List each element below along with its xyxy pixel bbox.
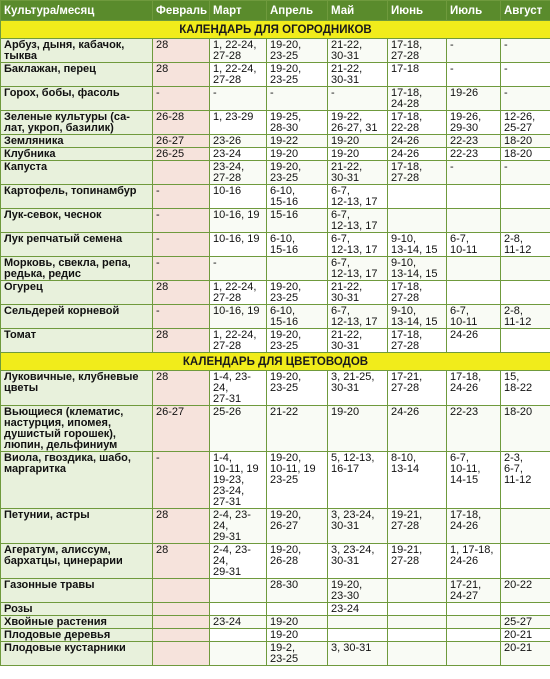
date-cell-jul [447, 209, 501, 233]
date-cell-mar: 23-24, 27-28 [210, 161, 267, 185]
crop-name-cell: Агератум, алиссум, бархатцы, цинерарии [1, 544, 153, 579]
table-row [1, 135, 550, 148]
date-cell-aug: 20-22 [501, 579, 550, 603]
date-cell-feb: - [153, 452, 210, 509]
date-cell-aug: 2-3, 6-7, 11-12 [501, 452, 550, 509]
date-cell-mar: 1, 22-24, 27-28 [210, 329, 267, 353]
crop-name-cell: Томат [1, 329, 153, 353]
date-cell-apr: 19-20 [267, 629, 328, 642]
date-cell-jul: 6-7, 10-11, 14-15 [447, 452, 501, 509]
date-cell-jul: - [447, 161, 501, 185]
date-cell-apr: 19-20, 23-25 [267, 161, 328, 185]
date-cell-jul [447, 642, 501, 666]
crop-name-cell: Морковь, свекла, репа, редька, редис [1, 257, 153, 281]
date-cell-jul: 6-7, 10-11 [447, 233, 501, 257]
date-cell-feb: 28 [153, 329, 210, 353]
date-cell-mar: 1, 22-24, 27-28 [210, 281, 267, 305]
date-cell-aug: - [501, 63, 550, 87]
date-cell-feb: - [153, 185, 210, 209]
date-cell-jul: 22-23 [447, 135, 501, 148]
date-cell-mar: 1, 23-29 [210, 111, 267, 135]
date-cell-aug: 2-8, 11-12 [501, 233, 550, 257]
date-cell-aug [501, 209, 550, 233]
date-cell-jun: 9-10, 13-14, 15 [388, 257, 447, 281]
date-cell-may: 6-7, 12-13, 17 [328, 185, 388, 209]
table-row [1, 329, 550, 353]
date-cell-jun [388, 579, 447, 603]
date-cell-apr: 19-25, 28-30 [267, 111, 328, 135]
date-cell-mar: - [210, 257, 267, 281]
date-cell-jun: 9-10, 13-14, 15 [388, 233, 447, 257]
date-cell-jun: 24-26 [388, 406, 447, 452]
table-row [1, 509, 550, 544]
crop-name-cell: Зеленые культуры (са- лат, укроп, базилик) [1, 111, 153, 135]
crop-name-cell: Арбуз, дыня, кабачок, тыква [1, 39, 153, 63]
date-cell-may: 21-22, 30-31 [328, 39, 388, 63]
date-cell-jul: 17-18, 24-26 [447, 371, 501, 406]
date-cell-feb: 28 [153, 509, 210, 544]
date-cell-may: - [328, 87, 388, 111]
date-cell-feb: 28 [153, 63, 210, 87]
date-cell-mar: 1-4, 10-11, 19 19-23, 23-24, 27-31 [210, 452, 267, 509]
table-row [1, 257, 550, 281]
date-cell-jul [447, 257, 501, 281]
date-cell-apr: 6-10, 15-16 [267, 305, 328, 329]
date-cell-may [328, 629, 388, 642]
date-cell-may: 21-22, 30-31 [328, 281, 388, 305]
date-cell-apr: 19-20, 23-25 [267, 329, 328, 353]
date-cell-jul: 1, 17-18, 24-26 [447, 544, 501, 579]
crop-name-cell: Сельдерей корневой [1, 305, 153, 329]
header-month-may: Май [328, 1, 388, 21]
date-cell-feb: 26-25 [153, 148, 210, 161]
calendar-body [1, 21, 550, 666]
date-cell-apr: 19-20, 23-25 [267, 39, 328, 63]
date-cell-feb: 26-27 [153, 406, 210, 452]
header-month-mar: Март [210, 1, 267, 21]
date-cell-aug: - [501, 39, 550, 63]
date-cell-jun: 24-26 [388, 148, 447, 161]
date-cell-mar [210, 629, 267, 642]
date-cell-may: 3, 23-24, 30-31 [328, 544, 388, 579]
date-cell-mar: 2-4, 23-24, 29-31 [210, 544, 267, 579]
date-cell-may: 6-7, 12-13, 17 [328, 233, 388, 257]
date-cell-jul: 19-26 [447, 87, 501, 111]
table-row [1, 161, 550, 185]
date-cell-may: 19-20, 23-30 [328, 579, 388, 603]
date-cell-apr: 28-30 [267, 579, 328, 603]
date-cell-may: 3, 21-25, 30-31 [328, 371, 388, 406]
date-cell-jun [388, 642, 447, 666]
date-cell-apr [267, 603, 328, 616]
table-row [1, 629, 550, 642]
date-cell-jun [388, 603, 447, 616]
date-cell-apr: - [267, 87, 328, 111]
header-month-jul: Июль [447, 1, 501, 21]
date-cell-jul: 6-7, 10-11 [447, 305, 501, 329]
header-month-aug: Август [501, 1, 550, 21]
date-cell-mar: 25-26 [210, 406, 267, 452]
date-cell-aug: 15, 18-22 [501, 371, 550, 406]
date-cell-apr: 19-20, 23-25 [267, 63, 328, 87]
date-cell-apr: 19-20, 26-27 [267, 509, 328, 544]
date-cell-mar: 10-16, 19 [210, 305, 267, 329]
crop-name-cell: Земляника [1, 135, 153, 148]
date-cell-apr: 19-20 [267, 148, 328, 161]
date-cell-feb: - [153, 209, 210, 233]
crop-name-cell: Клубника [1, 148, 153, 161]
date-cell-jun: 19-21, 27-28 [388, 544, 447, 579]
date-cell-jun [388, 616, 447, 629]
section-title: КАЛЕНДАРЬ ДЛЯ ЦВЕТОВОДОВ [1, 353, 550, 371]
crop-name-cell: Вьющиеся (клематис, настурция, ипомея, душистый горошек), люпин, дельфиниум [1, 406, 153, 452]
date-cell-apr: 19-20, 23-25 [267, 371, 328, 406]
date-cell-apr: 6-10, 15-16 [267, 233, 328, 257]
date-cell-may: 23-24 [328, 603, 388, 616]
date-cell-jul: 22-23 [447, 148, 501, 161]
date-cell-mar: 2-4, 23-24, 29-31 [210, 509, 267, 544]
date-cell-may: 6-7, 12-13, 17 [328, 209, 388, 233]
date-cell-feb: 28 [153, 281, 210, 305]
date-cell-aug: - [501, 161, 550, 185]
date-cell-apr: 15-16 [267, 209, 328, 233]
table-row [1, 642, 550, 666]
crop-name-cell: Баклажан, перец [1, 63, 153, 87]
date-cell-jul: - [447, 63, 501, 87]
date-cell-jul [447, 185, 501, 209]
date-cell-may: 21-22, 30-31 [328, 161, 388, 185]
date-cell-apr: 21-22 [267, 406, 328, 452]
date-cell-apr: 6-10, 15-16 [267, 185, 328, 209]
date-cell-aug [501, 603, 550, 616]
crop-name-cell: Виола, гвоздика, шабо, маргаритка [1, 452, 153, 509]
section-title-row [1, 21, 550, 39]
crop-name-cell: Лук репчатый семена [1, 233, 153, 257]
date-cell-aug: 20-21 [501, 629, 550, 642]
crop-name-cell: Лук-севок, чеснок [1, 209, 153, 233]
date-cell-aug [501, 257, 550, 281]
date-cell-may: 3, 23-24, 30-31 [328, 509, 388, 544]
date-cell-aug: 18-20 [501, 135, 550, 148]
date-cell-may: 6-7, 12-13, 17 [328, 305, 388, 329]
date-cell-may [328, 616, 388, 629]
date-cell-jul: 19-26, 29-30 [447, 111, 501, 135]
table-row [1, 616, 550, 629]
table-row [1, 603, 550, 616]
date-cell-mar: 23-26 [210, 135, 267, 148]
date-cell-jun: 17-18, 27-28 [388, 329, 447, 353]
date-cell-feb: 26-28 [153, 111, 210, 135]
date-cell-jul [447, 603, 501, 616]
date-cell-aug [501, 185, 550, 209]
date-cell-may: 21-22, 30-31 [328, 63, 388, 87]
date-cell-mar [210, 579, 267, 603]
date-cell-mar: 23-24 [210, 616, 267, 629]
date-cell-mar: 1, 22-24, 27-28 [210, 63, 267, 87]
date-cell-jul [447, 629, 501, 642]
date-cell-feb [153, 603, 210, 616]
date-cell-jun: 17-18 [388, 63, 447, 87]
date-cell-aug [501, 509, 550, 544]
crop-name-cell: Розы [1, 603, 153, 616]
date-cell-aug [501, 329, 550, 353]
table-row [1, 233, 550, 257]
date-cell-may: 19-22, 26-27, 31 [328, 111, 388, 135]
date-cell-apr: 19-20, 10-11, 19 23-25 [267, 452, 328, 509]
date-cell-feb: - [153, 233, 210, 257]
date-cell-feb: 28 [153, 39, 210, 63]
date-cell-feb: - [153, 257, 210, 281]
date-cell-jun: 24-26 [388, 135, 447, 148]
table-row [1, 87, 550, 111]
header-month-apr: Апрель [267, 1, 328, 21]
table-row [1, 39, 550, 63]
date-cell-feb: 28 [153, 371, 210, 406]
date-cell-jul: 22-23 [447, 406, 501, 452]
date-cell-feb: 26-27 [153, 135, 210, 148]
table-row [1, 305, 550, 329]
date-cell-apr: 19-20, 26-28 [267, 544, 328, 579]
date-cell-jun [388, 629, 447, 642]
date-cell-jun: 17-18, 27-28 [388, 161, 447, 185]
header-month-feb: Февраль [153, 1, 210, 21]
date-cell-jun: 8-10, 13-14 [388, 452, 447, 509]
crop-name-cell: Петунии, астры [1, 509, 153, 544]
date-cell-feb: - [153, 305, 210, 329]
date-cell-may: 19-20 [328, 135, 388, 148]
date-cell-jun: 17-18, 22-28 [388, 111, 447, 135]
date-cell-jul: 17-21, 24-27 [447, 579, 501, 603]
date-cell-jun: 19-21, 27-28 [388, 509, 447, 544]
date-cell-apr: 19-2, 23-25 [267, 642, 328, 666]
date-cell-jun [388, 209, 447, 233]
date-cell-apr: 19-20, 23-25 [267, 281, 328, 305]
date-cell-jun: 17-18, 27-28 [388, 39, 447, 63]
date-cell-jun: 9-10, 13-14, 15 [388, 305, 447, 329]
crop-name-cell: Газонные травы [1, 579, 153, 603]
date-cell-may: 19-20 [328, 406, 388, 452]
date-cell-may: 19-20 [328, 148, 388, 161]
date-cell-may: 21-22, 30-31 [328, 329, 388, 353]
crop-name-cell: Картофель, топинамбур [1, 185, 153, 209]
date-cell-jun: 17-18, 24-28 [388, 87, 447, 111]
table-row [1, 406, 550, 452]
table-row [1, 148, 550, 161]
date-cell-jun [388, 185, 447, 209]
date-cell-apr: 19-22 [267, 135, 328, 148]
section-title: КАЛЕНДАРЬ ДЛЯ ОГОРОДНИКОВ [1, 21, 550, 39]
table-row [1, 579, 550, 603]
date-cell-aug: 18-20 [501, 148, 550, 161]
date-cell-mar: - [210, 87, 267, 111]
crop-name-cell: Хвойные растения [1, 616, 153, 629]
date-cell-may: 6-7, 12-13, 17 [328, 257, 388, 281]
date-cell-feb [153, 629, 210, 642]
date-cell-jul [447, 616, 501, 629]
date-cell-feb: 28 [153, 544, 210, 579]
date-cell-feb: - [153, 87, 210, 111]
table-row [1, 111, 550, 135]
date-cell-jul: - [447, 39, 501, 63]
table-row [1, 452, 550, 509]
crop-name-cell: Плодовые кустарники [1, 642, 153, 666]
date-cell-jun: 17-18, 27-28 [388, 281, 447, 305]
crop-name-cell: Луковичные, клубневые цветы [1, 371, 153, 406]
date-cell-mar [210, 642, 267, 666]
header-month-jun: Июнь [388, 1, 447, 21]
date-cell-mar: 1, 22-24, 27-28 [210, 39, 267, 63]
table-row [1, 185, 550, 209]
table-row [1, 209, 550, 233]
date-cell-may: 5, 12-13, 16-17 [328, 452, 388, 509]
date-cell-jun: 17-21, 27-28 [388, 371, 447, 406]
date-cell-aug: 12-26, 25-27 [501, 111, 550, 135]
date-cell-mar: 10-16, 19 [210, 233, 267, 257]
section-title-row [1, 353, 550, 371]
date-cell-feb [153, 642, 210, 666]
date-cell-aug: 20-21 [501, 642, 550, 666]
header-crop: Культура/месяц [1, 1, 153, 21]
date-cell-aug: 2-8, 11-12 [501, 305, 550, 329]
crop-name-cell: Капуста [1, 161, 153, 185]
date-cell-apr: 19-20 [267, 616, 328, 629]
date-cell-may: 3, 30-31 [328, 642, 388, 666]
date-cell-jul [447, 281, 501, 305]
date-cell-apr [267, 257, 328, 281]
date-cell-feb [153, 616, 210, 629]
date-cell-aug [501, 281, 550, 305]
table-row [1, 281, 550, 305]
table-row [1, 544, 550, 579]
date-cell-mar: 10-16 [210, 185, 267, 209]
table-row [1, 63, 550, 87]
date-cell-feb [153, 161, 210, 185]
date-cell-feb [153, 579, 210, 603]
date-cell-mar [210, 603, 267, 616]
table-row [1, 371, 550, 406]
date-cell-aug: 18-20 [501, 406, 550, 452]
header-row [1, 1, 550, 21]
crop-name-cell: Горох, бобы, фасоль [1, 87, 153, 111]
date-cell-mar: 23-24 [210, 148, 267, 161]
date-cell-mar: 10-16, 19 [210, 209, 267, 233]
date-cell-mar: 1-4, 23-24, 27-31 [210, 371, 267, 406]
date-cell-aug: - [501, 87, 550, 111]
crop-name-cell: Плодовые деревья [1, 629, 153, 642]
date-cell-aug [501, 544, 550, 579]
date-cell-jul: 24-26 [447, 329, 501, 353]
date-cell-aug: 25-27 [501, 616, 550, 629]
date-cell-jul: 17-18, 24-26 [447, 509, 501, 544]
crop-name-cell: Огурец [1, 281, 153, 305]
